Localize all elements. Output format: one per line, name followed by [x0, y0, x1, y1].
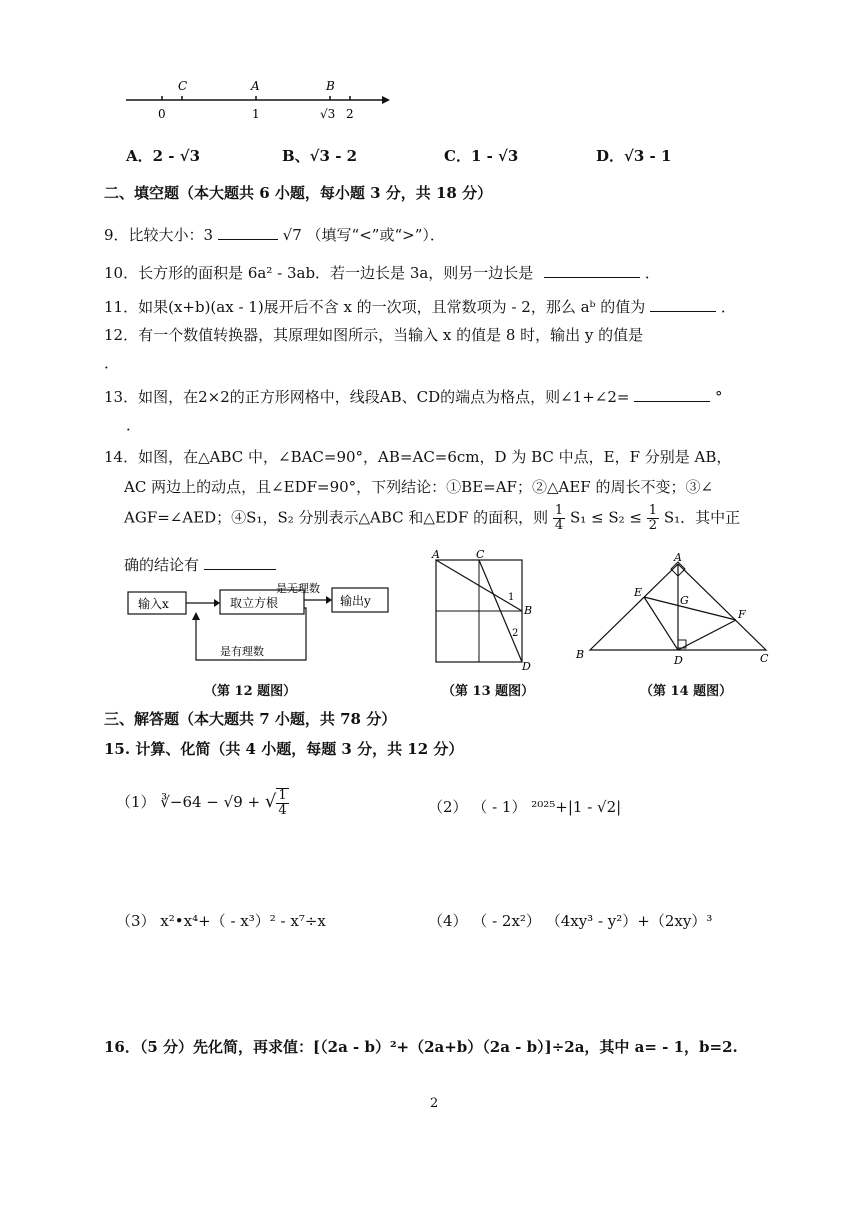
segment-fd: [678, 620, 736, 650]
label-b: B: [524, 604, 533, 617]
q14-blank: [204, 555, 276, 570]
angle-2-label: 2: [512, 628, 519, 639]
label-a: A: [674, 551, 682, 564]
figure-12-flowchart: [120, 578, 400, 668]
q14-frac-half: $\frac{1}{2}$: [648, 503, 658, 533]
q9-suffix: （填写“<”或“>”）．: [306, 226, 445, 244]
label-c: C: [760, 652, 769, 665]
q13-blank: [634, 387, 710, 402]
q15-part-1-frac: $\frac{1}{4}$: [278, 788, 287, 818]
q14-line4: 确的结论有: [124, 556, 200, 574]
question-16: 16．（5 分）先化简，再求值：[（2a - b）²+（2a+b）（2a - b）]÷2a，其中 a= - 1，b=2.: [104, 1038, 738, 1056]
figure-14-caption: （第 14 题图）: [640, 684, 733, 699]
figure-14-triangle: [570, 548, 790, 672]
label-d: D: [522, 660, 531, 672]
q11-blank: [650, 297, 716, 312]
option-b: B、√3 - 2: [282, 147, 358, 165]
q11-end: ．: [720, 298, 736, 316]
q14-frac-quarter: $\frac{1}{4}$: [554, 503, 564, 533]
q9-prefix: 9．比较大小：3: [104, 226, 214, 244]
question-15-title: 15. 计算、化简（共 4 小题，每题 3 分，共 12 分）: [104, 740, 464, 758]
point-a-label: A: [251, 79, 260, 93]
tick-0-label: 0: [158, 107, 166, 121]
q9-mid: √7: [282, 226, 302, 244]
label-d: D: [674, 654, 683, 667]
output-box-label: 输出y: [340, 594, 371, 608]
q15-part-1: （1） ∛−64 − √9 + √ $\frac{1}{4}$: [116, 788, 287, 818]
figure-12-caption: （第 12 题图）: [204, 684, 297, 699]
question-14-line2: AC 两边上的动点，且∠EDF=90°，下列结论：①BE=AF；②△AEF 的周长不变；③∠: [124, 478, 714, 496]
cube-root-box-label: 取立方根: [230, 596, 279, 610]
question-14-line4: [124, 554, 276, 575]
irrational-label: 是无理数: [276, 582, 320, 595]
section2-title: 二、填空题（本大题共 6 小题，每小题 3 分，共 18 分）: [104, 184, 493, 202]
tick-2-label: 2: [346, 107, 354, 121]
number-line-arrow: [382, 96, 390, 104]
label-f: F: [738, 608, 746, 621]
option-d: D．√3 - 1: [596, 147, 672, 165]
number-line-figure: [120, 72, 390, 128]
label-e: E: [634, 586, 643, 599]
question-13: [104, 386, 723, 407]
q14-line3b: S₁ ≤ S₂ ≤: [569, 508, 642, 527]
q15-part-3: （3） x²•x⁴+（ - x³）² - x⁷÷x: [116, 912, 326, 930]
q13-end: °: [715, 388, 723, 406]
point-b-label: B: [326, 79, 335, 93]
question-14-line1: 14．如图，在△ABC 中，∠BAC=90°，AB=AC=6cm，D 为 BC 中点，E，F 分别是 AB，: [104, 448, 732, 466]
figure-13-grid: [428, 548, 538, 672]
q9-blank: [218, 225, 278, 240]
question-10: [104, 262, 660, 283]
question-12-line2: ．: [104, 354, 120, 372]
q15-part-2: （2） （ - 1） ²⁰²⁵+|1 - √2|: [428, 798, 622, 816]
q15-part-1-label: （1）: [116, 793, 156, 811]
label-c: C: [476, 548, 485, 561]
q11-text: 11．如果(x+b)(ax - 1)展开后不含 x 的一次项，且常数项为 - 2，那么 aᵇ 的值为: [104, 298, 646, 316]
q15-part-1-expr: ∛−64 − √9 +: [160, 793, 261, 811]
q14-line3c: S₁．其中正: [663, 508, 741, 527]
option-c: C．1 - √3: [444, 147, 519, 165]
point-c-label: C: [178, 79, 188, 93]
q15-part-4: （4） （ - 2x²） （4xy³ - y²）+（2xy）³: [428, 912, 713, 930]
question-11: [104, 296, 736, 317]
question-12-line1: 12．有一个数值转换器，其原理如图所示，当输入 x 的值是 8 时，输出 y 的值是: [104, 326, 644, 344]
segment-ef: [644, 597, 736, 620]
q10-text: 10．长方形的面积是 6a² - 3ab．若一边长是 3a，则另一边长是: [104, 264, 534, 282]
q14-line3a: AGF=∠AED；④S₁，S₂ 分别表示△ABC 和△EDF 的面积，则: [124, 508, 549, 527]
angle-1-label: 1: [508, 592, 515, 603]
option-a: A．2 - √3: [126, 147, 201, 165]
segment-ed: [644, 597, 678, 650]
q10-end: ．: [644, 264, 660, 282]
q13-text: 13．如图，在2×2的正方形网格中，线段AB、CD的端点为格点，则∠1+∠2=: [104, 388, 630, 406]
question-9: [104, 224, 445, 245]
question-14-line3: [124, 504, 740, 533]
q10-blank: [544, 263, 640, 278]
label-b: B: [576, 648, 585, 661]
question-13-line2: ．: [126, 416, 142, 434]
label-a: A: [432, 548, 440, 561]
label-g: G: [680, 594, 689, 607]
tick-1-label: 1: [252, 107, 260, 121]
section3-title: 三、解答题（本大题共 7 小题，共 78 分）: [104, 710, 397, 728]
figure-13-caption: （第 13 题图）: [442, 684, 535, 699]
tick-sqrt3-label: √3: [320, 107, 336, 121]
page-number: 2: [430, 1096, 439, 1111]
rational-label: 是有理数: [220, 645, 264, 658]
input-box-label: 输入x: [138, 597, 169, 611]
